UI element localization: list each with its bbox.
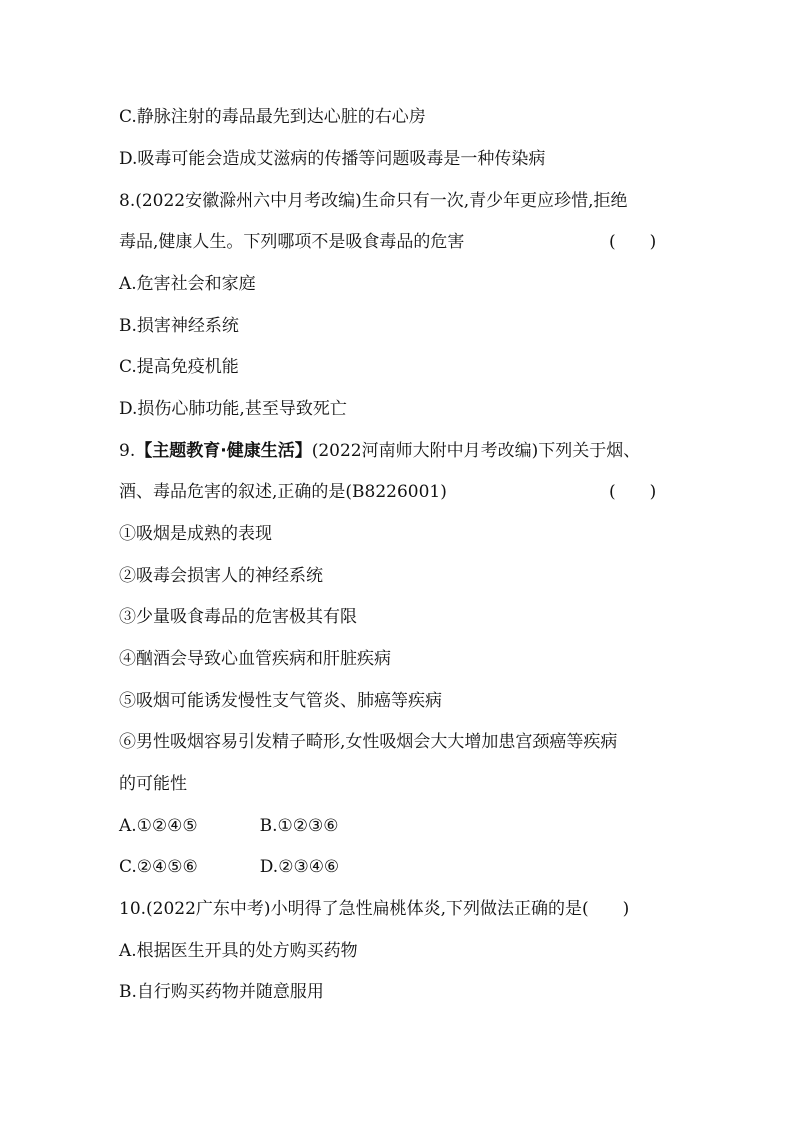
q9-statement: ⑥男性吸烟容易引发精子畸形,女性吸烟会大大增加患宫颈癌等疾病 xyxy=(119,732,618,752)
q10-option-b: B.自行购买药物并随意服用 xyxy=(119,982,324,1002)
q7-option-c: C.静脉注射的毒品最先到达心脏的右心房 xyxy=(119,107,426,127)
q10-option-a: A.根据医生开具的处方购买药物 xyxy=(119,941,358,961)
q9-answer-bracket: ( ) xyxy=(609,482,657,502)
q9-theme-tag: 【主题教育·健康生活】 xyxy=(135,441,312,461)
q9-option-c: C.②④⑤⑥ xyxy=(119,857,198,877)
q7-option-d: D.吸毒可能会造成艾滋病的传播等问题吸毒是一种传染病 xyxy=(119,149,546,169)
q8-option-b: B.损害神经系统 xyxy=(119,316,239,336)
q9-options-row-1 xyxy=(119,815,714,837)
q8-option-a: A.危害社会和家庭 xyxy=(119,274,256,294)
q8-option-d: D.损伤心肺功能,甚至导致死亡 xyxy=(119,399,347,419)
q9-stem-line-1 xyxy=(119,440,714,462)
q8-stem-line-2: 毒品,健康人生。下列哪项不是吸食毒品的危害 xyxy=(119,232,465,252)
q9-statement: ③少量吸食毒品的危害极其有限 xyxy=(119,607,357,627)
q9-option-d: D.②③④⑥ xyxy=(259,857,340,877)
q9-statement: ②吸毒会损害人的神经系统 xyxy=(119,566,323,586)
q9-option-b: B.①②③⑥ xyxy=(259,816,339,836)
q9-stem-line-2: 酒、毒品危害的叙述,正确的是(B8226001) xyxy=(119,482,447,502)
q9-stem-rest: (2022河南师大附中月考改编)下列关于烟、 xyxy=(311,441,641,461)
q9-statement-continuation: 的可能性 xyxy=(119,774,187,794)
q9-number: 9. xyxy=(119,441,136,461)
q9-statement: ⑤吸烟可能诱发慢性支气管炎、肺癌等疾病 xyxy=(119,691,442,711)
q9-statement: ④酗酒会导致心血管疾病和肝脏疾病 xyxy=(119,649,391,669)
q9-option-a: A.①②④⑤ xyxy=(119,816,198,836)
q8-stem-line-1: 8.(2022安徽滁州六中月考改编)生命只有一次,青少年更应珍惜,拒绝 xyxy=(119,191,628,211)
q8-option-c: C.提高免疫机能 xyxy=(119,357,239,377)
q8-answer-bracket: ( ) xyxy=(609,232,657,252)
q10-stem: 10.(2022广东中考)小明得了急性扁桃体炎,下列做法正确的是( ) xyxy=(119,899,630,919)
q9-options-row-2 xyxy=(119,856,714,878)
q9-statement: ①吸烟是成熟的表现 xyxy=(119,524,272,544)
